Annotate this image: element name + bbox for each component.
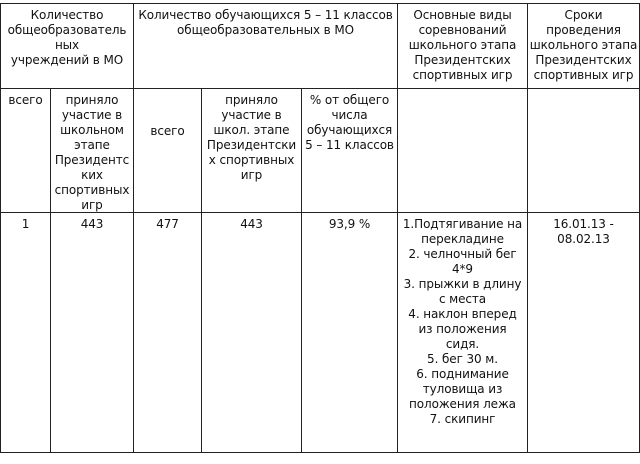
value-participated-schools: 443 bbox=[80, 217, 104, 231]
subheader-percent-students: % от общего числа обучающихся 5 – 11 классов bbox=[305, 93, 394, 152]
header-students-count: Количество обучающихся 5 – 11 классов общеобразовательных в МО bbox=[138, 8, 393, 37]
header-dates: Сроки проведения школьного этапа Президентских спортивных игр bbox=[529, 8, 638, 82]
subheader-participated-schools: приняло участие в школьном этапе Президентс ких спортивных игр bbox=[54, 93, 130, 212]
value-participated-students: 443 bbox=[240, 217, 263, 231]
subheader-total-students: всего bbox=[150, 124, 185, 138]
table-border-bottom bbox=[0, 452, 640, 453]
value-dates: 16.01.13 - 08.02.13 bbox=[553, 217, 614, 246]
subheader-total-schools: всего bbox=[8, 93, 43, 107]
value-total-students: 477 bbox=[156, 217, 179, 231]
value-percent: 93,9 % bbox=[328, 217, 371, 231]
header-divider bbox=[0, 88, 640, 89]
value-competition-types: 1.Подтягивание на перекладине 2. челночный бег 4*9 3. прыжки в длину с места 4. наклон вперед из положения сидя. 5. бег 30 м. 6. поднимание туловища из положения лежа 7. скипинг bbox=[402, 217, 523, 426]
value-total-schools: 1 bbox=[21, 217, 30, 231]
header-competition-types: Основные виды соревнований школьного этапа Президентских спортивных игр bbox=[408, 8, 517, 82]
header-schools-count: Количество общеобразователь ных учреждений в МО bbox=[7, 8, 127, 67]
table-border-top bbox=[0, 3, 640, 4]
subheader-participated-students: приняло участие в школ. этапе Президентски х спортивных игр bbox=[206, 93, 297, 182]
